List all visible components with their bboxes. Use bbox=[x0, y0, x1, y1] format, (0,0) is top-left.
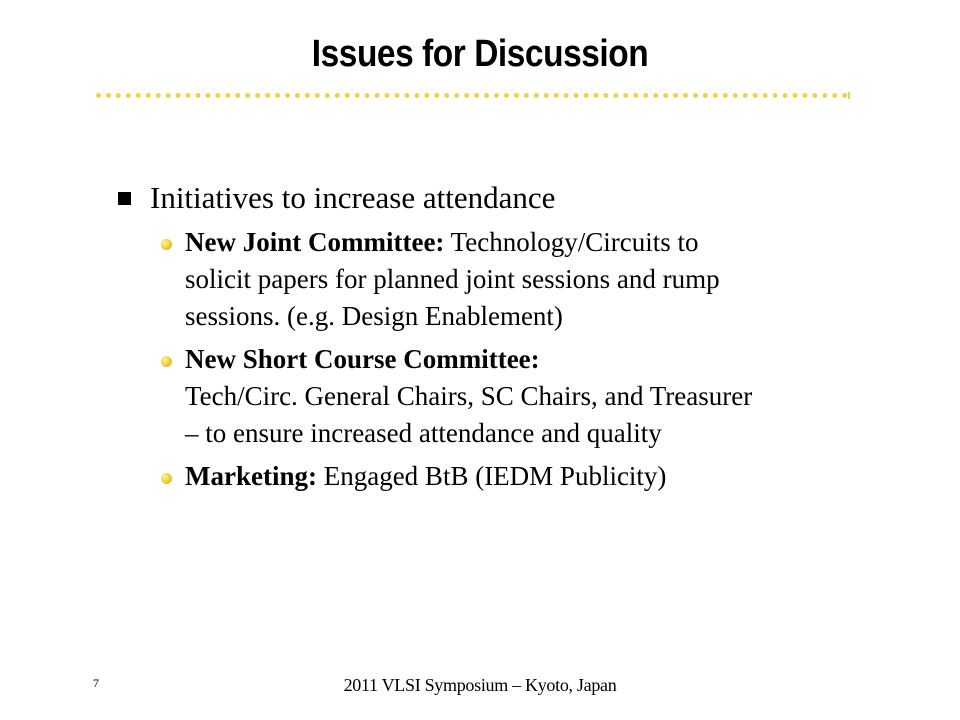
sub-bullet-marketing bbox=[161, 458, 878, 495]
title-underline-end bbox=[848, 92, 850, 99]
sub-bullet-lead: Marketing: bbox=[185, 461, 317, 491]
sub-bullet-list bbox=[161, 224, 878, 495]
sub-bullet-line: Technology/Circuits to bbox=[444, 227, 699, 257]
sub-bullet-line: – to ensure increased attendance and quality bbox=[185, 418, 662, 448]
page-number: 7 bbox=[93, 676, 99, 690]
sub-bullet-text bbox=[185, 224, 720, 335]
dot-bullet-icon bbox=[161, 239, 172, 250]
sub-bullet-line: Tech/Circ. General Chairs, SC Chairs, and Treasurer bbox=[185, 381, 753, 411]
sub-bullet-lead: New Joint Committee: bbox=[185, 227, 445, 257]
slide-title: Issues for Discussion bbox=[311, 33, 649, 75]
sub-bullet-short-course bbox=[161, 341, 878, 452]
sub-bullet-lead: New Short Course Committee: bbox=[185, 344, 540, 374]
sub-bullet-joint-committee bbox=[161, 224, 878, 335]
sub-bullet-line: sessions. (e.g. Design Enablement) bbox=[185, 301, 563, 331]
sub-bullet-line: solicit papers for planned joint sessions and rump bbox=[185, 264, 720, 294]
main-bullet bbox=[118, 178, 878, 218]
main-bullet-text: Initiatives to increase attendance bbox=[150, 180, 556, 215]
sub-bullet-line: Engaged BtB (IEDM Publicity) bbox=[316, 461, 667, 491]
footer-text: 2011 VLSI Symposium – Kyoto, Japan bbox=[343, 675, 617, 695]
dot-bullet-icon bbox=[161, 473, 172, 484]
title-underline bbox=[96, 93, 848, 98]
sub-bullet-text bbox=[185, 341, 752, 452]
slide-content bbox=[118, 178, 878, 501]
square-bullet-icon bbox=[118, 192, 131, 205]
dot-bullet-icon bbox=[161, 356, 172, 367]
sub-bullet-text bbox=[185, 458, 666, 495]
